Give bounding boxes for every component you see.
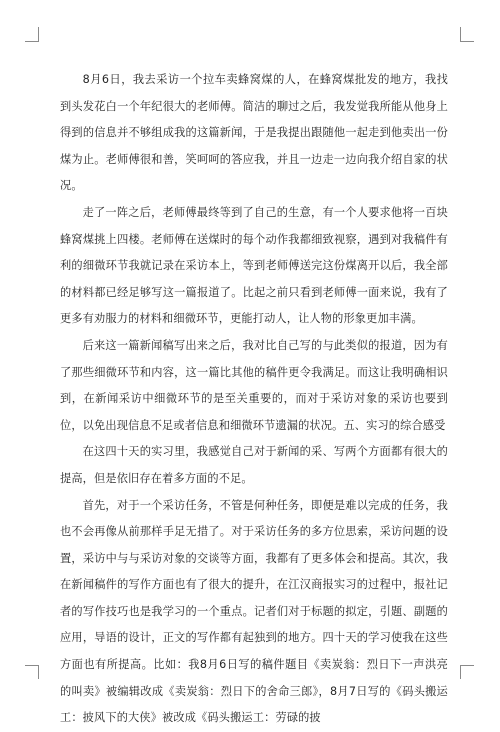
crop-mark-top-right-v [460,27,461,41]
crop-mark-bottom-left-v [38,665,39,679]
crop-mark-top-left-v [38,27,39,41]
paragraph-improvements: 首先，对于一个采访任务，不管是何种任务，即便是难以完成的任务，我也不会再像从前那样手足无措了。对于采访任务的多方位思索，采访问题的设置，采访中与与采访对象的交谈等方面，我都有了更多体会和提高。其次，我在新闻稿件的写作方面也有了很大的提升，在江汉商报实习的过程中，报社记者的写作技巧也是我学习的一个重点。记者们对于标题的拟定，引题、副题的应用，导语的设计，正文的写作都有起独到的地方。四十天的学习使我在这些方面也有所提高。比如：我8月6日写的稿件题目《卖炭翁：烈日下一声洪亮的叫卖》被编辑改成《卖炭翁：烈日下的舍命三郎》，8月7日写的《码头搬运工：披风下的大侠》被改成《码头搬运工：劳碌的披 [60,498,448,725]
crop-mark-bottom-right-v [460,665,461,679]
paragraph-internship-summary: 在这四十天的实习里，我感觉自己对于新闻的采、写两个方面都有很大的提高，但是依旧存在着多方面的不足。 [60,445,448,485]
paragraph-interview-coal-seller: 8月6日，我去采访一个拉车卖蜂窝煤的人，在蜂窝煤批发的地方，我找到头发花白一个年纪很大的老师傅。简洁的聊过之后，我发觉我所能从他身上得到的信息并不够组成我的这篇新闻，于是我提出跟随他一起走到他卖出一份煤为止。老师傅很和善，笑呵呵的答应我，并且一边走一边向我介绍自家的状况。 [60,73,448,193]
crop-mark-top-right-h [460,41,474,42]
paragraph-delivery-observation: 走了一阵之后，老师傅最终等到了自己的生意，有一个人要求他将一百块蜂窝煤挑上四楼。老师傅在送煤时的每个动作我都细致视察，遇到对我稿件有利的细微环节我就记录在采访本上，等到老师傅送完这份煤离开以后，我全部的材料都已经足够写这一篇报道了。比起之前只看到老师傅一面来说，我有了更多有劝服力的材料和细微环节，更能打动人，让人物的形象更加丰满。 [60,205,448,326]
document-body [60,67,448,732]
crop-mark-bottom-right-h [460,665,474,666]
paragraph-detail-importance: 后来这一篇新闻稿写出来之后，我对比自己写的与此类似的报道，因为有了那些细微环节和内容，这一篇比其他的稿件更令我满足。而这让我明确相识到，在新闻采访中细微环节的是至关重要的，而对于采访对象的采访也要到位，以免出现信息不足或者信息和细微环节遗漏的状况。五、实习的综合感受 [60,338,448,432]
crop-mark-bottom-left-h [25,665,39,666]
crop-mark-top-left-h [25,41,39,42]
